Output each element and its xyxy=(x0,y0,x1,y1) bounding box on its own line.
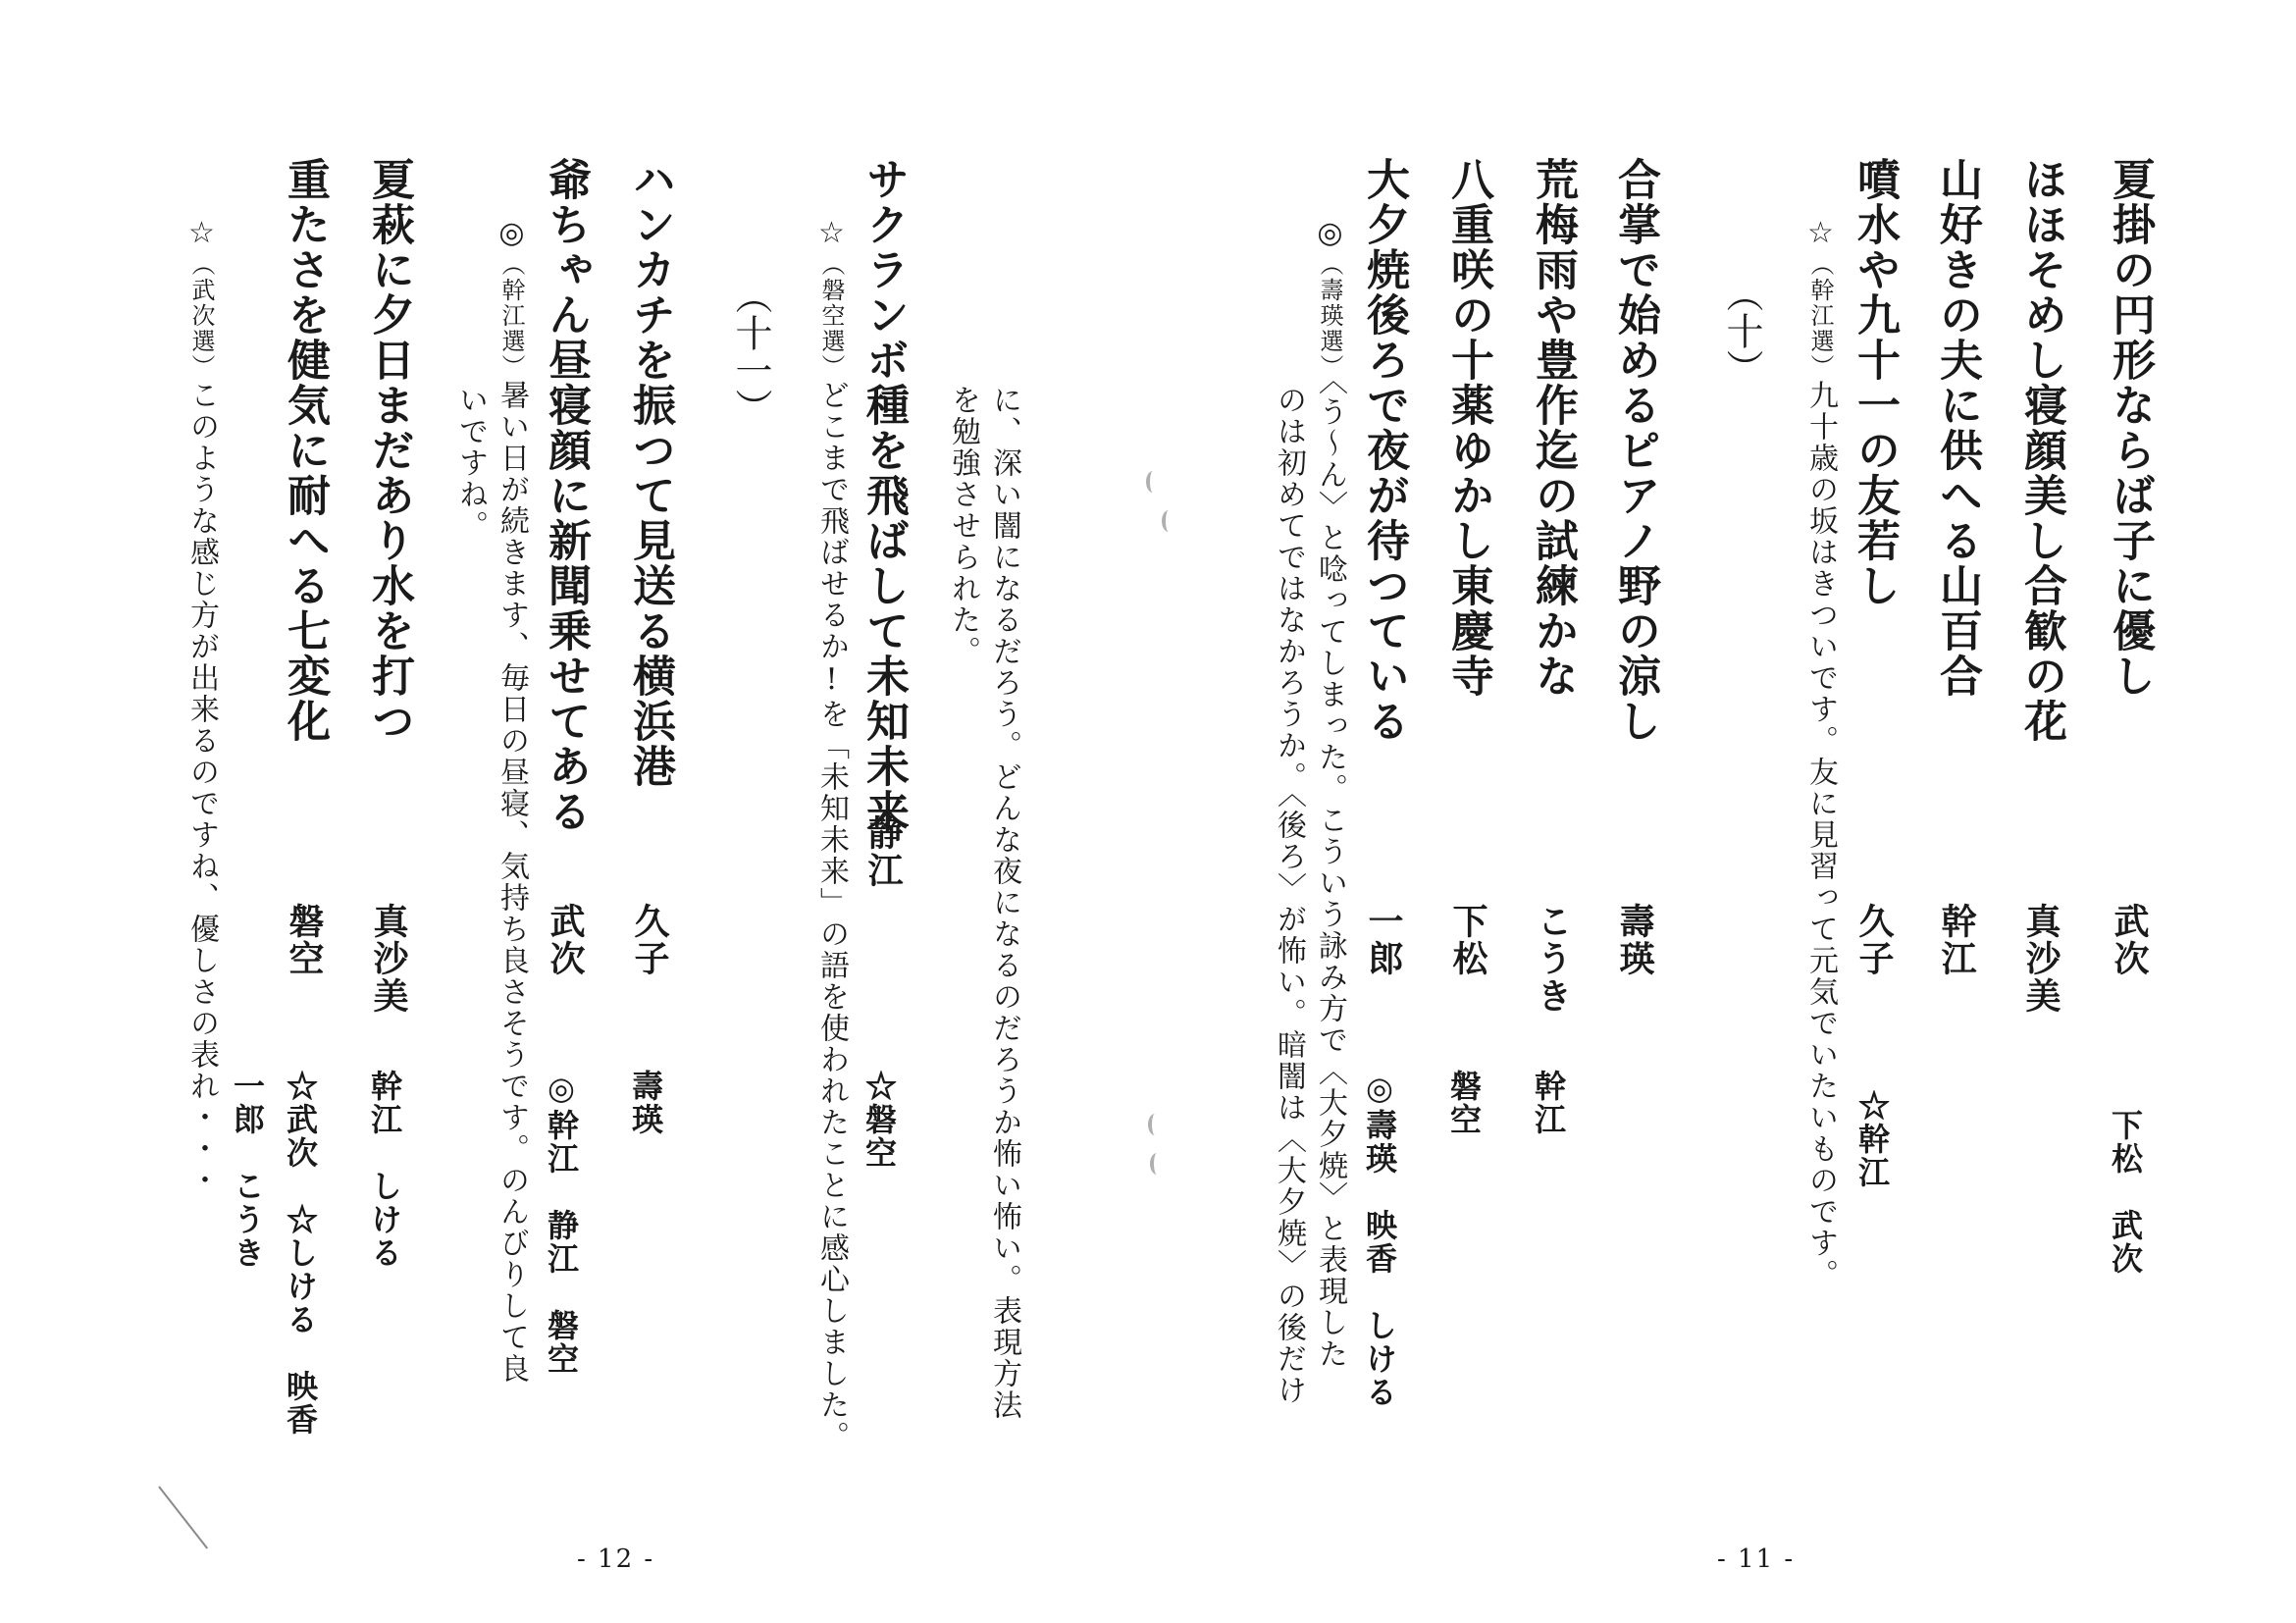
page-number: - 11 - xyxy=(1717,1544,1796,1574)
comment-tag: （壽瑛選） xyxy=(1316,252,1343,380)
haiku-arazuyu: 荒梅雨や豊作迄の試練かな xyxy=(1528,157,1578,699)
selector-comment xyxy=(1803,216,1838,1290)
haiku-author: 真沙美 xyxy=(2020,903,2061,1015)
comment-tag: （武次選） xyxy=(187,252,215,380)
selector-comment xyxy=(814,216,849,1452)
fold-mark xyxy=(1148,1114,1162,1135)
comment-line: のは初めてではなかろうか。〈後ろ〉が怖い。暗闇は〈大夕焼〉の後だけ xyxy=(1272,385,1306,1406)
haiku-funsui: 噴水や九十一の友若し xyxy=(1850,157,1900,608)
comment-mark: ◎ xyxy=(1313,216,1347,252)
page-number: - 12 - xyxy=(577,1544,655,1574)
haiku-selectors: ☆武次 ☆しける 映香 xyxy=(282,1070,319,1437)
haiku-hankachi: ハンカチを振つて見送る横浜港 xyxy=(625,157,675,789)
comment-mark: ☆ xyxy=(184,216,219,252)
comment-line: いですね。 xyxy=(453,385,488,542)
haiku-natsukake: 夏掛の円形ならば子に優し xyxy=(2105,157,2155,699)
haiku-author: 真沙美 xyxy=(368,903,409,1015)
haiku-selectors: ☆幹江 xyxy=(1853,1089,1891,1189)
haiku-author: 磐空 xyxy=(284,903,325,977)
haiku-author: 久子 xyxy=(1853,903,1895,977)
haiku-jiichan: 爺ちゃん昼寝顔に新聞乗せてある xyxy=(541,157,591,834)
haiku-selectors: 幹江 しける xyxy=(366,1070,403,1270)
comment-mark: ☆ xyxy=(814,216,849,252)
comment-tag: （幹江選） xyxy=(497,252,525,380)
haiku-author: 静江 xyxy=(862,814,904,889)
haiku-author: 下松 xyxy=(1447,903,1488,977)
comment-mark: ☆ xyxy=(1803,216,1838,252)
comment-line: 〈う～ん〉と唸ってしまった。こういう詠み方で〈大夕焼〉と表現した xyxy=(1313,380,1347,1370)
haiku-selectors: 磐空 xyxy=(1445,1070,1483,1136)
comment-text: どこまで飛ばせるか!を「未知未来」の語を使われたことに感心しました。 xyxy=(814,380,849,1452)
haiku-author: 幹江 xyxy=(1936,903,1977,977)
haiku-selectors: 幹江 xyxy=(1530,1070,1567,1136)
section-number: （十） xyxy=(1720,275,1763,387)
haiku-yaezaki: 八重咲の十薬ゆかし東慶寺 xyxy=(1443,157,1493,699)
selector-comment xyxy=(1313,216,1347,1370)
section-number: （十一） xyxy=(729,277,772,426)
fold-mark xyxy=(1146,471,1160,493)
comment-tag: （磐空選） xyxy=(817,252,845,380)
haiku-natsuhagi: 夏萩に夕日まだあり水を打つ xyxy=(364,157,414,744)
haiku-sakuranbo: サクランボ種を飛ばして未知未来 xyxy=(859,157,909,834)
fold-mark xyxy=(1162,510,1175,532)
haiku-selectors: ☆磐空 xyxy=(861,1070,898,1170)
haiku-selectors: 壽瑛 xyxy=(627,1070,664,1136)
fold-mark xyxy=(1150,1153,1164,1175)
haiku-selectors: ◎壽瑛 映香 しける xyxy=(1361,1070,1398,1409)
comment-tag: （幹江選） xyxy=(1806,252,1834,380)
comment-text: このような感じ方が出来るのですね、優しさの表れ・・・ xyxy=(184,380,219,1196)
selector-comment xyxy=(495,216,529,1385)
haiku-author: 武次 xyxy=(545,903,586,977)
haiku-omotasa: 重たさを健気に耐へる七変化 xyxy=(280,157,330,744)
haiku-selectors: ◎幹江 静江 磐空 xyxy=(543,1070,580,1376)
haiku-hohosomeshi: ほほそめし寝顔美し合歓の花 xyxy=(2016,157,2066,744)
comment-line: を勉強させられた。 xyxy=(946,385,980,667)
selector-comment xyxy=(184,216,219,1196)
comment-mark: ◎ xyxy=(495,216,529,252)
haiku-yamazuki: 山好きの夫に供へる山百合 xyxy=(1932,157,1982,699)
haiku-author: 壽瑛 xyxy=(1614,903,1655,977)
haiku-oyuyake: 大夕焼後ろで夜が待つている xyxy=(1359,157,1409,744)
scan-scratch xyxy=(158,1486,208,1548)
haiku-author: 久子 xyxy=(629,903,670,977)
comment-line: 暑い日が続きます、毎日の昼寝、気持ち良さそうです。のんびりして良 xyxy=(495,380,529,1385)
haiku-author: 一郎 xyxy=(1363,903,1404,977)
haiku-selectors: 一郎 こうき xyxy=(229,1070,266,1270)
haiku-author: こうき xyxy=(1532,903,1573,1015)
comment-line: に、深い闇になるだろう。どんな夜になるのだろうか怖い怖い。表現方法 xyxy=(987,385,1021,1421)
haiku-author: 武次 xyxy=(2109,903,2150,977)
comment-text: 九十歳の坂はきついです。友に見習って元気でいたいものです。 xyxy=(1803,380,1838,1290)
haiku-gassho: 合掌で始めるピアノ野の涼し xyxy=(1610,157,1660,744)
haiku-selectors: 下松 武次 xyxy=(2107,1109,2144,1276)
